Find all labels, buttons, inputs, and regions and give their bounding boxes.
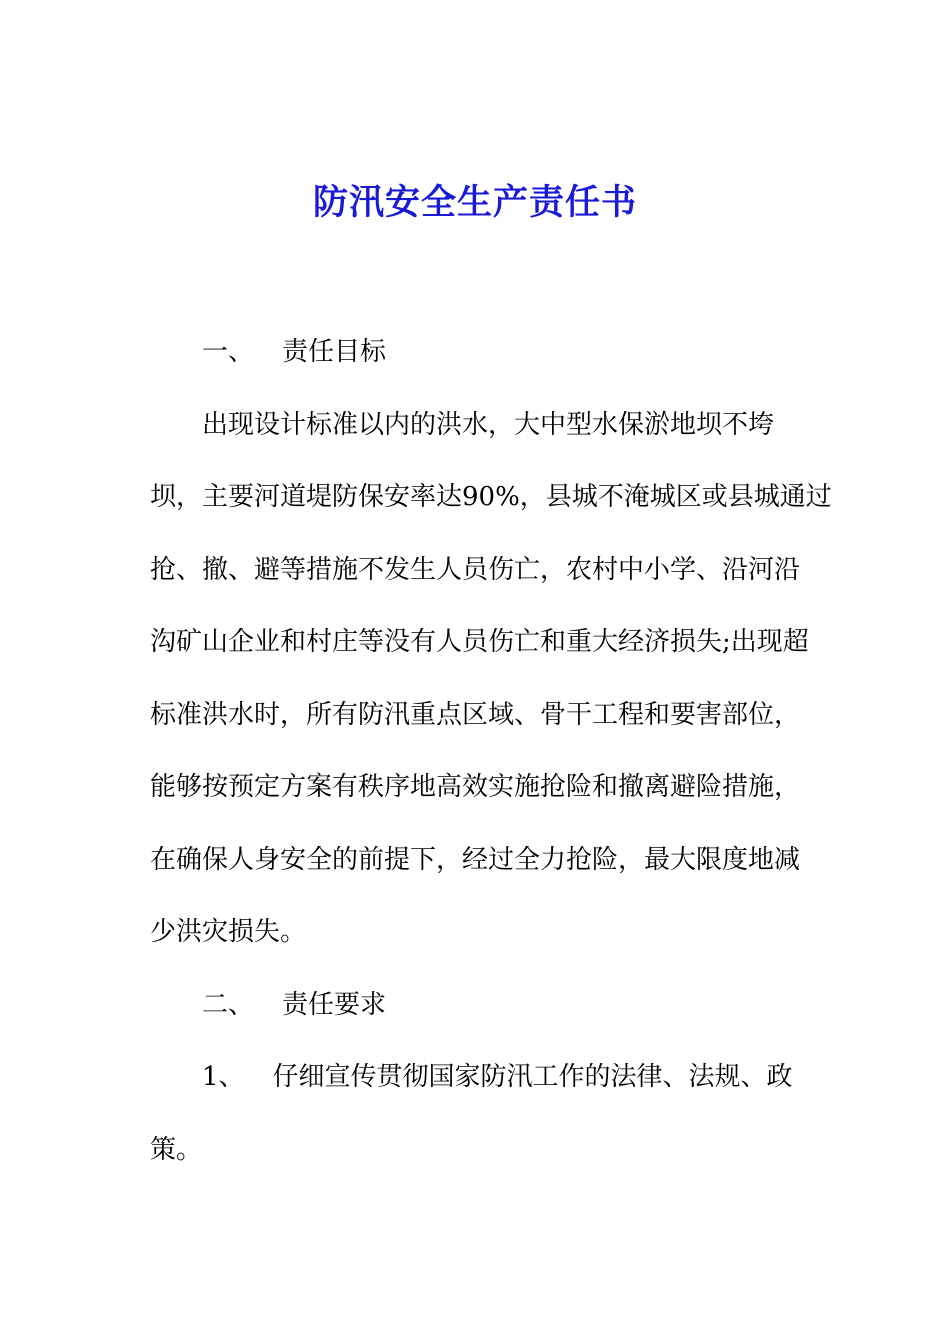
paragraph-line: 在确保人身安全的前提下，经过全力抢险，最大限度地减 xyxy=(150,844,801,875)
list-item-text: 仔细宣传贯彻国家防汛工作的法律、法规、政 xyxy=(272,1062,793,1092)
section-heading-1 xyxy=(150,326,810,399)
section-title: 责任要求 xyxy=(282,989,387,1020)
paragraph-line: 坝，主要河道堤防保安率达90%，县城不淹城区或县城通过 xyxy=(150,482,832,512)
paragraph-line: 出现设计标准以内的洪水，大中型水保淤地坝不垮 xyxy=(202,409,775,440)
paragraph-responsibility-goals xyxy=(150,399,832,979)
paragraph-line: 抢、撤、避等措施不发生人员伤亡，农村中小学、沿河沿 xyxy=(150,554,801,585)
paragraph-line: 少洪灾损失。 xyxy=(150,917,307,947)
paragraph-line: 能够按预定方案有秩序地高效实施抢险和撤离避险措施， xyxy=(150,772,801,802)
list-item-line xyxy=(150,1051,810,1124)
paragraph-line: 沟矿山企业和村庄等没有人员伤亡和重大经济损失;出现超 xyxy=(150,627,809,657)
list-item-1 xyxy=(150,1051,810,1196)
section-heading-2 xyxy=(150,979,810,1052)
section-title: 责任目标 xyxy=(282,337,387,367)
list-item-number: 1、 xyxy=(202,1062,245,1092)
section-number: 一、 xyxy=(202,337,255,367)
section-number: 二、 xyxy=(202,989,255,1020)
paragraph-line: 标准洪水时，所有防汛重点区域、骨干工程和要害部位， xyxy=(150,699,801,730)
list-item-line: 策。 xyxy=(150,1134,203,1165)
document-title: 防汛安全生产责任书 xyxy=(312,182,637,223)
document-body xyxy=(150,326,832,1196)
